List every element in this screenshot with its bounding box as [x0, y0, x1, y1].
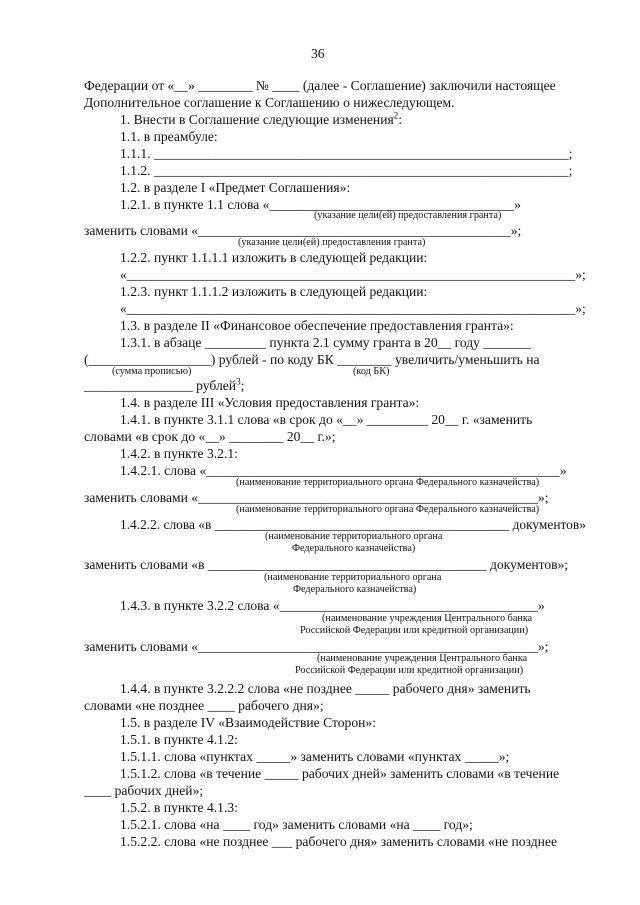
- text-line: 1. Внести в Соглашение следующие изменения$^2$:: [120, 110, 403, 127]
- text-line: 1.2. в разделе I «Предмет Соглашения»:: [120, 180, 351, 195]
- text-line: заменить словами «__________________________________________________»;: [84, 639, 549, 654]
- text-line: 1.4.1. в пункте 3.1.1 слова «в срок до «__» _________ 20__ г. «заменить: [120, 412, 533, 427]
- text-line: заменить словами «в _________________________________________ документов»;: [84, 557, 569, 572]
- field-caption: Российской Федерации или кредитной организации): [295, 665, 524, 676]
- field-caption: Федерального казначейства): [293, 584, 417, 595]
- text-line: словами «не позднее ____ рабочего дня»;: [84, 698, 324, 713]
- field-caption: (наименование территориального органа: [265, 531, 443, 542]
- text-line: 1.5.2.2. слова «не позднее ___ рабочего дня» заменить словами «не позднее: [120, 834, 557, 849]
- text-line: 1.4.3. в пункте 3.2.2 слова «______________________________________»: [120, 598, 545, 613]
- text-line: 1.4. в разделе III «Условия предоставления гранта»:: [120, 395, 420, 410]
- text-line: 1.2.1. в пункте 1.1 слова «____________________________________»: [120, 197, 521, 212]
- text-line: 1.4.2.1. слова «____________________________________________________»: [120, 463, 567, 478]
- text-line: 1.2.3. пункт 1.1.1.2 изложить в следующей редакции:: [120, 284, 428, 299]
- text-line: Дополнительное соглашение к Соглашению о нижеследующем.: [84, 95, 455, 110]
- field-caption: (указание цели(ей) предоставления гранта): [238, 237, 426, 248]
- field-caption: (наименование территориального органа Федерального казначейства): [236, 477, 540, 488]
- field-caption: (наименование учреждения Центрального банка: [322, 613, 533, 624]
- text-line: 1.2.2. пункт 1.1.1.1 изложить в следующей редакции:: [120, 250, 428, 265]
- text-line: 1.5.2.1. слова «на ____ год» заменить словами «на ____ год»;: [120, 817, 473, 832]
- text-line: заменить словами «__________________________________________________»;: [84, 490, 549, 505]
- text-line: 1.1.2. _____________________________________________________________;: [120, 163, 573, 178]
- text-line: 1.3. в разделе II «Финансовое обеспечение предоставления гранта»:: [120, 318, 514, 333]
- text-line: заменить словами «______________________________________________»;: [84, 223, 522, 238]
- text-line: Федерации от «__» ________ № ____ (далее - Соглашение) заключили настоящее: [84, 78, 556, 93]
- text-line: ____ рабочих дней»;: [84, 783, 204, 798]
- field-caption: (наименование территориального органа Федерального казначейства): [236, 504, 540, 515]
- page-number: 36: [311, 46, 325, 61]
- text-line: ________________ рублей$^3$;: [84, 376, 245, 393]
- text-line: словами «в срок до «__» ________ 20__ г.»;: [84, 429, 336, 444]
- text-line: 1.5.1. в пункте 4.1.2:: [120, 732, 238, 747]
- text-line: 1.1. в преамбуле:: [120, 129, 218, 144]
- footnote-ref: 3: [236, 376, 241, 387]
- text-line: 1.5.2. в пункте 4.1.3:: [120, 800, 238, 815]
- field-caption: (наименование территориального органа: [264, 572, 442, 583]
- text-line: «___________________________________________________________________»;: [120, 301, 586, 316]
- text-line: «___________________________________________________________________»;: [120, 267, 586, 282]
- text-line: 1.4.2.2. слова «в ____________________________________________ документов»: [120, 517, 586, 532]
- field-caption: Российской Федерации или кредитной организации): [300, 625, 529, 636]
- field-caption: (сумма прописью): [112, 366, 192, 377]
- text-line: 1.5.1.1. слова «пунктах _____» заменить словами «пунктах _____»;: [120, 749, 510, 764]
- text-line: 1.5. в разделе IV «Взаимодействие Сторон»:: [120, 715, 376, 730]
- footnote-ref: 2: [393, 110, 399, 121]
- text-line: 1.1.1. _____________________________________________________________;: [120, 146, 573, 161]
- field-caption: (указание цели(ей) предоставления гранта): [314, 210, 502, 221]
- text-line: (__________________) рублей - по коду БК ________ увеличить/уменьшить на: [84, 352, 540, 367]
- text-line: 1.5.1.2. слова «в течение _____ рабочих дней» заменить словами «в течение: [120, 766, 560, 781]
- text-line: 1.3.1. в абзаце _________ пункта 2.1 сумму гранта в 20__ году _______: [120, 335, 531, 350]
- field-caption: (наименование учреждения Центрального банка: [317, 653, 528, 664]
- text-line: 1.4.4. в пункте 3.2.2.2 слова «не позднее _____ рабочего дня» заменить: [120, 681, 531, 696]
- field-caption: (код БК): [353, 366, 390, 377]
- field-caption: Федерального казначейства): [292, 543, 416, 554]
- text-line: 1.4.2. в пункте 3.2.1:: [120, 446, 238, 461]
